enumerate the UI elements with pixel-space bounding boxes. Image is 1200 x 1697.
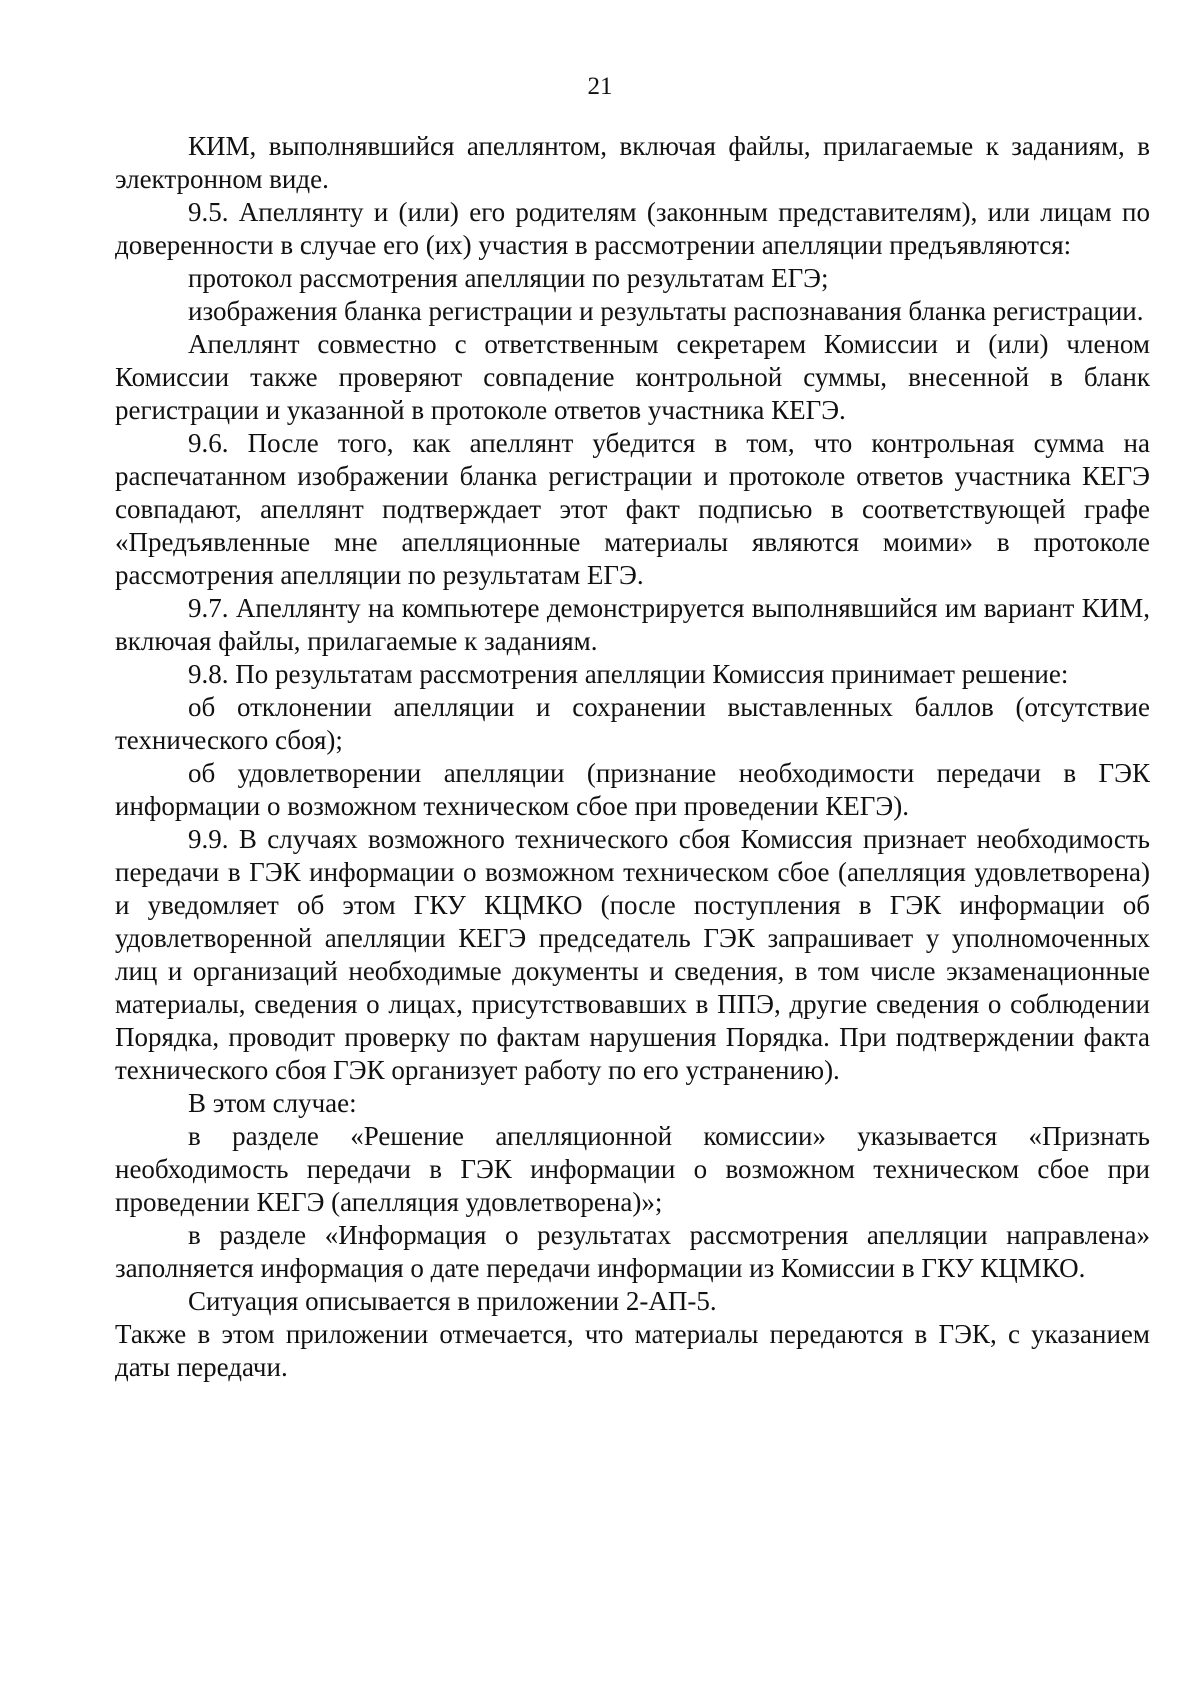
paragraph: в разделе «Решение апелляционной комиссии» указывается «Признать необходимость передачи в ГЭК информации о возможном техническом сбое при проведении КЕГЭ (апелляция удовлетворена)»; — [115, 1121, 1150, 1217]
paragraph: 9.5. Апеллянту и (или) его родителям (законным представителям), или лицам по доверенности в случае его (их) участия в рассмотрении апелляции предъявляются: — [115, 197, 1150, 260]
paragraph: 9.6. После того, как апеллянт убедится в том, что контрольная сумма на распечатанном изображении бланка регистрации и протоколе ответов участника КЕГЭ совпадают, апеллянт подтверждает этот факт подписью в соответствующей графе «Предъявленные мне апелляционные материалы являются моими» в протоколе рассмотрения апелляции по результатам ЕГЭ. — [115, 428, 1150, 590]
page-number: 21 — [587, 73, 613, 100]
paragraph: Ситуация описывается в приложении 2-АП-5. — [188, 1286, 717, 1316]
paragraph: 9.8. По результатам рассмотрения апелляции Комиссия принимает решение: — [188, 659, 1069, 689]
paragraph: 9.7. Апеллянту на компьютере демонстрируется выполнявшийся им вариант КИМ, включая файлы, прилагаемые к заданиям. — [115, 593, 1150, 656]
document-body — [115, 130, 1150, 1384]
paragraph: об отклонении апелляции и сохранении выставленных баллов (отсутствие технического сбоя); — [115, 692, 1150, 755]
paragraph: Апеллянт совместно с ответственным секретарем Комиссии и (или) членом Комиссии также проверяют совпадение контрольной суммы, внесенной в бланк регистрации и указанной в протоколе ответов участника КЕГЭ. — [115, 329, 1150, 425]
paragraph: КИМ, выполнявшийся апеллянтом, включая файлы, прилагаемые к заданиям, в электронном виде. — [115, 131, 1150, 194]
paragraph: изображения бланка регистрации и результаты распознавания бланка регистрации. — [188, 296, 1144, 326]
paragraph: В этом случае: — [188, 1088, 357, 1118]
paragraph: в разделе «Информация о результатах рассмотрения апелляции направлена» заполняется информация о дате передачи информации из Комиссии в ГКУ КЦМКО. — [115, 1220, 1150, 1283]
paragraph: об удовлетворении апелляции (признание необходимости передачи в ГЭК информации о возможном техническом сбое при проведении КЕГЭ). — [115, 758, 1150, 821]
paragraph: Также в этом приложении отмечается, что материалы передаются в ГЭК, с указанием даты передачи. — [115, 1319, 1150, 1382]
paragraph: протокол рассмотрения апелляции по результатам ЕГЭ; — [188, 263, 829, 293]
paragraph: 9.9. В случаях возможного технического сбоя Комиссия признает необходимость передачи в ГЭК информации о возможном техническом сбое (апелляция удовлетворена) и уведомляет об этом ГКУ КЦМКО (после поступления в ГЭК информации об удовлетворенной апелляции КЕГЭ председатель ГЭК запрашивает у уполномоченных лиц и организаций необходимые документы и сведения, в том числе экзаменационные материалы, сведения о лицах, присутствовавших в ППЭ, другие сведения о соблюдении Порядка, проводит проверку по фактам нарушения Порядка. При подтверждении факта технического сбоя ГЭК организует работу по его устранению). — [115, 824, 1150, 1085]
